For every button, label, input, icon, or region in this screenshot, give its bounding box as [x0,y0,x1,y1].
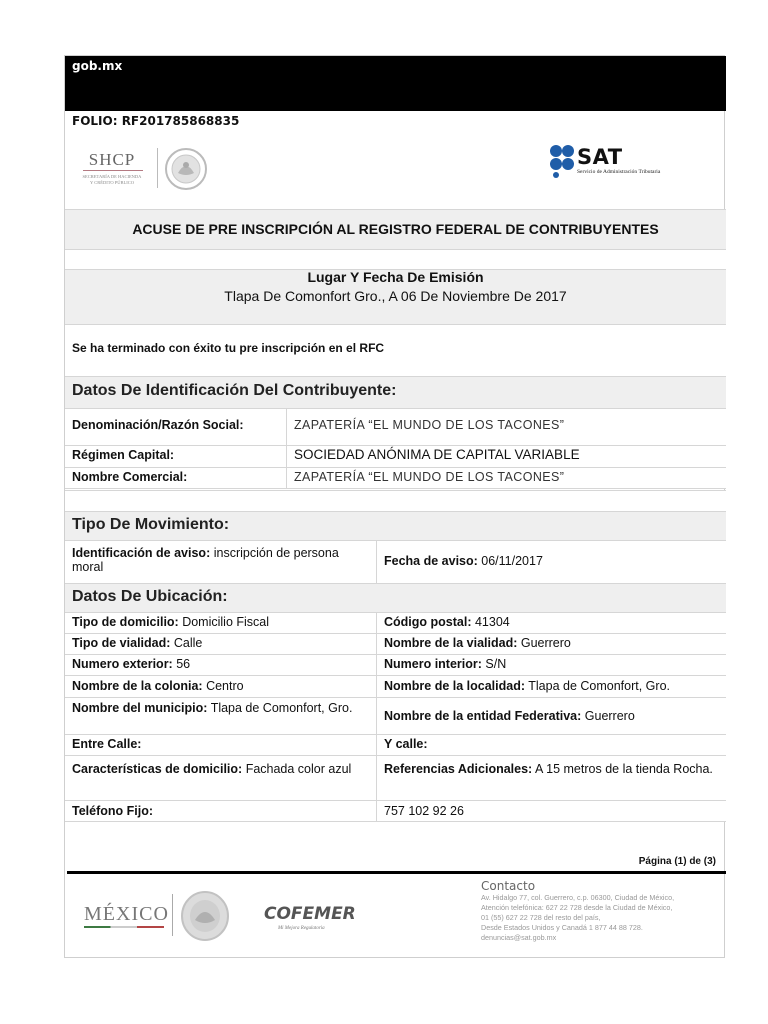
entre-calle-cell [72,737,141,751]
localidad-label: Nombre de la localidad: [384,679,526,693]
municipio-value: Tlapa de Comonfort, Gro. [210,701,353,715]
fecha-aviso-value: 06/11/2017 [481,554,543,568]
document-page [64,55,725,958]
tipo-domicilio-value: Domicilio Fiscal [182,615,270,629]
y-calle-cell [384,737,428,751]
tipo-domicilio-label: Tipo de domicilio: [72,615,179,629]
sat-logo-subtitle: Servicio de Administración Tributaria [577,169,661,175]
localidad-cell [384,679,670,693]
aviso-label: Identificación de aviso: [72,546,211,560]
numero-exterior-cell [72,657,190,671]
nombre-vialidad-label: Nombre de la vialidad: [384,636,518,650]
referencias-cell [384,762,719,776]
numero-interior-label: Numero interior: [384,657,482,671]
ubicacion-heading: Datos De Ubicación: [72,588,228,605]
municipio-cell [72,701,372,715]
codigo-postal-cell [384,615,510,629]
contact-email[interactable]: denuncias@sat.gob.mx [481,933,557,942]
mexico-logo-separator [172,894,173,936]
shcp-sub-line2: Y CRÉDITO PÚBLICO [89,180,134,185]
sat-dots-icon [548,144,578,178]
shcp-logo-subtitle [77,174,147,186]
gobmx-header-bar [65,56,726,111]
caracteristicas-label: Características de domicilio: [72,762,243,776]
contact-phone-cdmx: Atención telefónica: 627 22 728 desde la Ciudad de México, [481,903,673,912]
eagle-seal-icon [180,890,230,942]
shcp-logo [77,146,207,196]
folio-number: FOLIO: RF201785868835 [72,114,240,128]
column-divider [376,540,377,583]
caracteristicas-value: Fachada color azul [245,762,352,776]
lugar-title: Lugar Y Fecha De Emisión [307,269,484,285]
page-number: Página (1) de (3) [638,856,716,867]
contact-phone-national: 01 (55) 627 22 728 del resto del país, [481,913,601,922]
fecha-aviso-label: Fecha de aviso: [384,554,478,568]
entidad-label: Nombre de la entidad Federativa: [384,709,582,723]
numero-exterior-value: 56 [176,657,191,671]
sat-logo [548,142,698,182]
nombre-vialidad-value: Guerrero [520,636,571,650]
colonia-value: Centro [206,679,244,693]
shcp-logo-text: SHCP [88,150,136,169]
shcp-sub-line1: SECRETARÍA DE HACIENDA [82,174,142,179]
numero-interior-value: S/N [485,657,507,671]
cofemer-logo-subtitle: Mi Mejora Regulatoria [278,926,325,931]
contact-title: Contacto [481,879,536,893]
razon-social-label: Denominación/Razón Social: [72,418,244,432]
regimen-capital-value: SOCIEDAD ANÓNIMA DE CAPITAL VARIABLE [294,447,580,462]
entidad-cell [384,709,635,723]
y-calle-label: Y calle: [384,737,428,751]
razon-social-value: ZAPATERÍA “EL MUNDO DE LOS TACONES” [294,418,565,432]
identificacion-heading: Datos De Identificación Del Contribuyente: [72,382,397,399]
mexico-logo-text: MÉXICO [84,903,169,925]
gobmx-brand[interactable]: gob.mx [72,59,123,73]
national-seal-icon [164,147,208,191]
referencias-value: A 15 metros de la tienda Rocha. [535,762,713,776]
colonia-label: Nombre de la colonia: [72,679,203,693]
cofemer-logo [264,904,356,936]
telefono-number-cell [384,804,464,818]
tipo-vialidad-value: Calle [173,636,203,650]
sat-logo-text: SAT [577,145,623,169]
telefono-cell [72,804,153,818]
shcp-logo-rule [83,170,143,171]
mexico-logo [80,888,230,948]
caracteristicas-cell [72,762,372,776]
nombre-comercial-label: Nombre Comercial: [72,470,188,484]
spacer-row [65,249,726,269]
shcp-logo-separator [157,148,158,188]
numero-interior-cell [384,657,506,671]
numero-exterior-label: Numero exterior: [72,657,173,671]
nombre-vialidad-cell [384,636,571,650]
municipio-label: Nombre del municipio: [72,701,208,715]
contact-block [481,879,707,957]
aviso-value: inscripción de persona moral [72,546,339,574]
column-divider [286,408,287,489]
movimiento-heading: Tipo De Movimiento: [72,516,230,533]
tipo-vialidad-label: Tipo de vialidad: [72,636,171,650]
contact-address: Av. Hidalgo 77, col. Guerrero, c.p. 06300, Ciudad de México, [481,893,675,902]
codigo-postal-value: 41304 [474,615,510,629]
colonia-cell [72,679,244,693]
success-message: Se ha terminado con éxito tu pre inscripción en el RFC [72,341,385,355]
entre-calle-label: Entre Calle: [72,737,142,751]
telefono-number: 757 102 92 26 [384,804,464,818]
tipo-vialidad-cell [72,636,202,650]
aviso-cell [72,546,372,574]
lugar-value: Tlapa De Comonfort Gro., A 06 De Noviembre De 2017 [224,288,567,304]
contact-phone-usa: Desde Estados Unidos y Canadá 1 877 44 88 728. [481,923,643,932]
document-title: ACUSE DE PRE INSCRIPCIÓN AL REGISTRO FEDERAL DE CONTRIBUYENTES [132,221,659,237]
telefono-label: Teléfono Fijo: [72,804,154,818]
regimen-capital-label: Régimen Capital: [72,448,175,462]
tipo-domicilio-cell [72,615,269,629]
nombre-comercial-value: ZAPATERÍA “EL MUNDO DE LOS TACONES” [294,470,565,484]
footer-divider [67,871,726,874]
codigo-postal-label: Código postal: [384,615,472,629]
localidad-value: Tlapa de Comonfort, Gro. [528,679,670,693]
column-divider [376,612,377,822]
entidad-value: Guerrero [584,709,635,723]
fecha-aviso-cell [384,554,543,568]
referencias-label: Referencias Adicionales: [384,762,533,776]
cofemer-logo-text: COFEMER [264,904,356,924]
spacer-row [65,490,726,511]
mexico-flag-stripe [84,926,164,928]
